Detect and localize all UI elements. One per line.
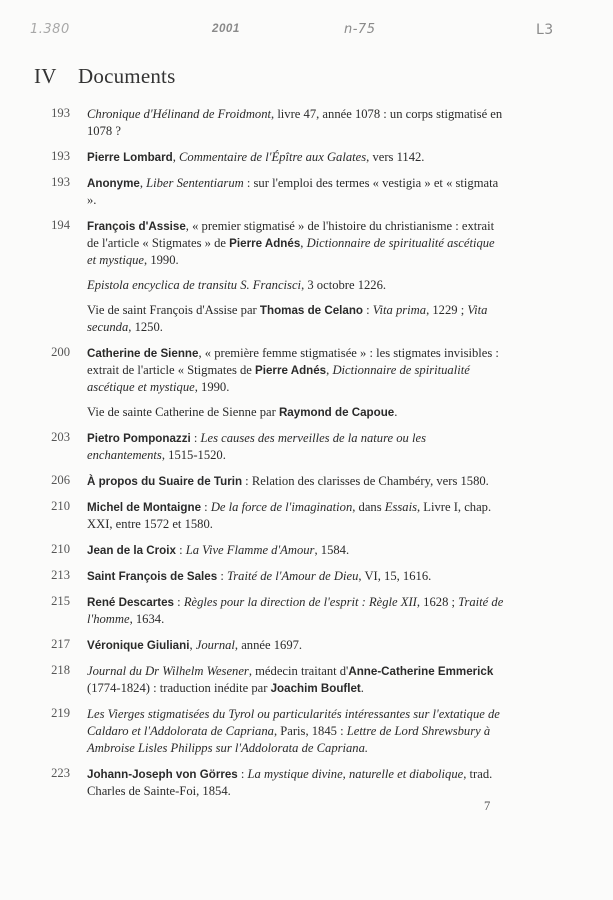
work-title: Epistola encyclica de transitu S. Francisci [87, 278, 302, 292]
section-number: IV [34, 64, 57, 88]
handwritten-note-right: n-75 [344, 22, 376, 37]
entry-detail: , [326, 363, 333, 377]
entry-page-number: 213 [51, 568, 70, 582]
work-title: Liber Sententiarum [146, 176, 244, 190]
toc-entry [34, 473, 504, 490]
entry-detail: : [175, 543, 186, 557]
section-title: Documents [78, 64, 176, 88]
entry-detail: , VI, 15, 1616. [358, 569, 432, 583]
entry-page-number: 223 [51, 766, 70, 780]
work-title: Traité de l'Amour de Dieu [226, 569, 359, 583]
author-name: Johann-Joseph von Görres [87, 768, 238, 781]
entry-page-number: 193 [51, 149, 70, 163]
handwritten-note-center: 2001 [212, 22, 240, 35]
entry-detail: , année 1697. [234, 638, 303, 652]
entry-detail: , trad. Charles de Sainte-Foi, 1854. [87, 767, 493, 798]
entry-page-number: 193 [51, 175, 70, 189]
work-title: Essais [384, 500, 417, 514]
entry-detail: extrait de l'article « Stigmates de [87, 363, 256, 377]
entry-page-number: 219 [51, 706, 70, 720]
entry-page-number: 218 [51, 663, 70, 677]
toc-entry [34, 430, 504, 464]
toc-entry [34, 706, 504, 757]
toc-entry [34, 499, 504, 533]
author-name: Catherine de Sienne [87, 347, 199, 360]
author-name: Joachim Bouflet [270, 682, 361, 695]
work-title: Journal [195, 638, 235, 652]
author-name: À propos du Suaire de Turin [87, 475, 243, 488]
toc-entry [34, 106, 504, 140]
entry-text [87, 499, 504, 533]
entry-detail: , 3 octobre 1226. [301, 278, 387, 292]
entry-detail: : [190, 431, 201, 445]
author-name: Pierre Adnés [255, 364, 327, 377]
entry-text [87, 106, 504, 140]
work-title: Commentaire de l'Épître aux Galates [179, 150, 367, 164]
entry-detail: : [237, 767, 248, 781]
entry-text [87, 175, 504, 209]
entry-page-number: 210 [51, 542, 70, 556]
entry-detail: , 1628 ; [416, 595, 459, 609]
entry-text [87, 345, 504, 396]
author-name: Raymond de Capoue [278, 406, 395, 419]
toc-entry [34, 218, 504, 336]
work-title: Vita prima [372, 303, 427, 317]
entry-detail: , [189, 638, 196, 652]
entry-text [87, 568, 504, 585]
entry-detail: , 1515-1520. [161, 448, 226, 462]
work-title: Règles pour la direction de l'esprit : Règle XII [183, 595, 417, 609]
entry-text [87, 404, 504, 421]
entry-page-number: 206 [51, 473, 70, 487]
entry-detail: Vie de saint François d'Assise par [87, 303, 260, 317]
entry-text [87, 637, 504, 654]
entry-page-number: 215 [51, 594, 70, 608]
toc-entry [34, 175, 504, 209]
entry-detail: : sur l'emploi des termes « vestigia » et « stigmata ». [87, 176, 499, 207]
author-name: Anonyme [87, 177, 140, 190]
work-title: Lettre de Lord Shrewsbury à Ambroise Lisles Philipps sur l'Addolorata de Capriana. [87, 724, 491, 755]
entry-detail: , « premier stigmatisé » de l'histoire du christianisme : extrait de l'article « Stigmates » de [87, 219, 495, 250]
entry-text [87, 277, 504, 294]
author-name: Michel de Montaigne [87, 501, 202, 514]
entry-detail: , médecin traitant d' [248, 664, 349, 678]
entry-detail: , 1990. [194, 380, 230, 394]
toc-entry [34, 637, 504, 654]
entry-detail: , 1250. [128, 320, 163, 334]
entry-detail: , vers 1142. [366, 150, 425, 164]
entry-detail: , Paris, 1845 : [273, 724, 347, 738]
entry-text [87, 430, 504, 464]
author-name: Pierre Adnés [229, 237, 301, 250]
entry-text [87, 706, 504, 757]
entry-page-number: 210 [51, 499, 70, 513]
toc-entry [34, 542, 504, 559]
entry-detail: , Livre I, chap. XXI, entre 1572 et 1580. [87, 500, 492, 531]
entry-detail: , [300, 236, 307, 250]
entry-detail: , « première femme stigmatisée » : les stigmates invisibles : [198, 346, 499, 360]
entry-detail: . [360, 681, 364, 695]
entry-detail: , 1584. [314, 543, 350, 557]
entry-detail: Vie de sainte Catherine de Sienne par [87, 405, 279, 419]
author-name: Pierre Lombard [87, 151, 173, 164]
work-title: Journal du Dr Wilhelm Wesener [87, 664, 249, 678]
entry-detail: , dans [352, 500, 385, 514]
entry-text [87, 542, 504, 559]
work-title: La Vive Flamme d'Amour [185, 543, 315, 557]
author-name: René Descartes [87, 596, 175, 609]
entry-detail: (1774-1824) : traduction inédite par [87, 681, 271, 695]
entry-detail: : [217, 569, 227, 583]
entry-text [87, 594, 504, 628]
work-title: Les Vierges stigmatisées du Tyrol ou particularités intéressantes sur l'extatique de Caldaro et l'Addolorata de Capriana [87, 707, 500, 738]
entry-text [87, 302, 504, 336]
entry-text [87, 473, 504, 490]
entry-detail: : [201, 500, 211, 514]
entry-page-number: 200 [51, 345, 70, 359]
toc-entry [34, 568, 504, 585]
entry-detail: : [362, 303, 373, 317]
author-name: Saint François de Sales [87, 570, 218, 583]
entry-detail: : Relation des clarisses de Chambéry, vers 1580. [242, 474, 489, 488]
toc-entry [34, 594, 504, 628]
work-title: La mystique divine, naturelle et diabolique [247, 767, 464, 781]
toc-entry [34, 766, 504, 800]
table-of-contents [34, 106, 504, 809]
author-name: Anne-Catherine Emmerick [348, 665, 494, 678]
entry-detail: , [172, 150, 179, 164]
entry-detail: : [174, 595, 184, 609]
entry-detail: . [394, 405, 398, 419]
toc-entry [34, 663, 504, 697]
toc-entry [34, 149, 504, 166]
entry-detail: , 1229 ; [426, 303, 468, 317]
author-name: Pietro Pomponazzi [87, 432, 191, 445]
page-number: 7 [484, 799, 491, 813]
entry-detail: , livre 47, année 1078 : un corps stigmatisé en 1078 ? [87, 107, 503, 138]
entry-text [87, 218, 504, 269]
entry-detail: , [139, 176, 147, 190]
entry-text [87, 663, 504, 697]
entry-page-number: 194 [51, 218, 70, 232]
handwritten-note-left: 1.380 [30, 22, 70, 37]
entry-text [87, 149, 504, 166]
work-title: Dictionnaire de spiritualité ascétique et mystique [87, 236, 495, 267]
work-title: De la force de l'imagination [210, 500, 353, 514]
entry-page-number: 203 [51, 430, 70, 444]
work-title: Dictionnaire de spiritualité ascétique et mystique [87, 363, 470, 394]
work-title: Traité de l'homme [87, 595, 504, 626]
work-title: Les causes des merveilles de la nature ou les enchantements [87, 431, 426, 462]
author-name: François d'Assise [87, 220, 186, 233]
entry-page-number: 217 [51, 637, 70, 651]
work-title: Vita secunda [87, 303, 488, 334]
author-name: Véronique Giuliani [87, 639, 190, 652]
work-title: Chronique d'Hélinand de Froidmont [87, 107, 272, 121]
entry-page-number: 193 [51, 106, 70, 120]
toc-entry [34, 345, 504, 421]
section-heading [34, 64, 175, 89]
entry-detail: , 1990. [144, 253, 179, 267]
author-name: Jean de la Croix [87, 544, 176, 557]
entry-text [87, 766, 504, 800]
handwritten-note-corner: L3 [536, 22, 554, 38]
author-name: Thomas de Celano [259, 304, 363, 317]
entry-detail: , 1634. [129, 612, 165, 626]
